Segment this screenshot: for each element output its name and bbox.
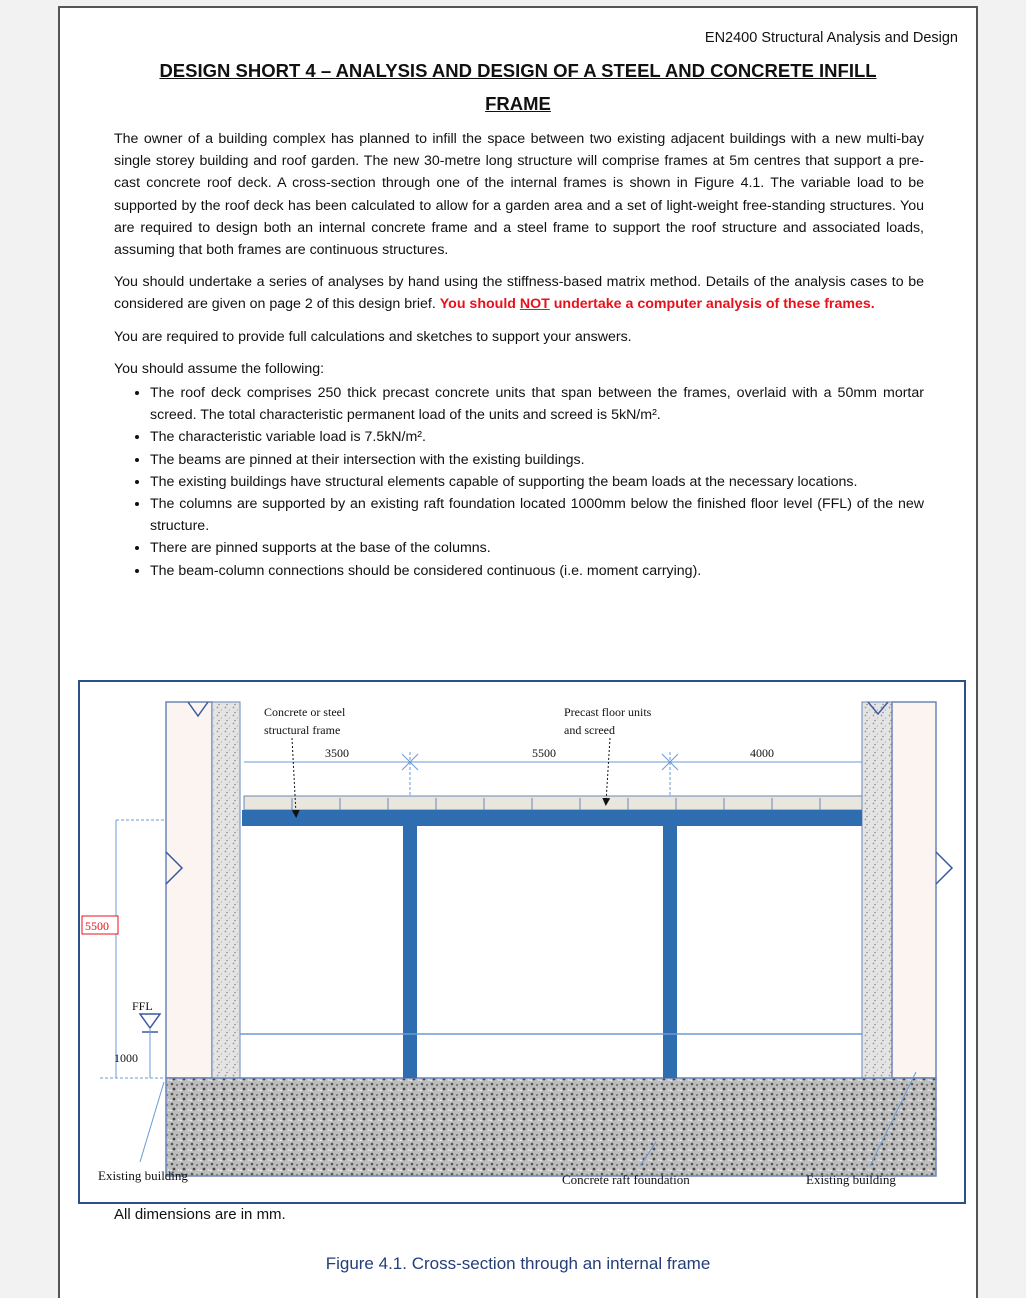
raft-foundation — [166, 1078, 936, 1176]
assumption-item: • There are pinned supports at the base of the columns. — [150, 537, 924, 559]
frame-column-right — [663, 816, 677, 1078]
frame-cross-section-diagram — [80, 682, 964, 1202]
assumptions-list — [114, 382, 924, 582]
assumption-item: • The beams are pinned at their intersection with the existing buildings. — [150, 449, 924, 471]
document-title — [100, 54, 936, 120]
ffl-triangle-icon — [140, 1014, 160, 1028]
warning-part-a: You should — [439, 296, 520, 313]
height-label: 5500 — [85, 919, 109, 933]
precast-label-line2: and screed — [564, 723, 615, 737]
frame-label-line2: structural frame — [264, 723, 341, 737]
left-building-leader — [140, 1082, 164, 1162]
frame-beam — [242, 810, 862, 826]
warning-part-b: undertake a computer analysis of these frames. — [549, 296, 875, 313]
assumption-item: • The columns are supported by an existing raft foundation located 1000mm below the finished floor level (FFL) of the new structure. — [150, 493, 924, 537]
right-building-concrete — [862, 702, 892, 1078]
precast-deck — [244, 796, 862, 810]
frame-figure — [78, 680, 966, 1204]
ffl-label: FFL — [132, 999, 153, 1013]
analysis-paragraph — [114, 271, 924, 315]
foundation-dim-label: 1000 — [114, 1051, 138, 1065]
right-break-symbol-side — [936, 852, 952, 884]
right-building-wall — [892, 702, 936, 1078]
analysis-text: You should undertake a series of analyses by hand using the stiffness-based matrix method. Details of the analysis cases to be considered are given on page 2 of this design brief. — [114, 274, 924, 313]
left-building-concrete — [212, 702, 240, 1078]
course-header: EN2400 Structural Analysis and Design — [704, 30, 958, 46]
span-1-label: 3500 — [325, 746, 349, 760]
calculations-paragraph: You are required to provide full calculations and sketches to support your answers. — [114, 328, 632, 345]
intro-paragraph: The owner of a building complex has planned to infill the space between two existing adjacent buildings with a new multi-bay single storey building and roof garden. The new 30-metre long structure will comprise frames at 5m centres that support a pre-cast concrete roof deck. A cross-section through one of the internal frames is shown in Figure 4.1. The variable load to be supported by the roof deck has been calculated to allow for a garden area and a set of light-weight free-standing structures. You are required to design both an internal concrete frame and a steel frame to support the roof structure and associated loads, assuming that both frames are continuous structures. — [114, 131, 924, 259]
precast-label-line1: Precast floor units — [564, 705, 652, 719]
frame-column-left — [403, 816, 417, 1078]
warning-text — [440, 296, 875, 312]
frame-label-line1: Concrete or steel — [264, 705, 346, 719]
title-line-2: FRAME — [485, 93, 551, 114]
assume-heading: You should assume the following: — [114, 360, 325, 377]
figure-caption: Figure 4.1. Cross-section through an internal frame — [325, 1254, 711, 1273]
span-3-label: 4000 — [750, 746, 774, 760]
body-text — [114, 128, 924, 582]
assumption-item: • The existing buildings have structural elements capable of supporting the beam loads at the necessary locations. — [150, 471, 924, 493]
assumption-item: • The roof deck comprises 250 thick precast concrete units that span between the frames, overlaid with a 50mm mortar screed. The total characteristic permanent load of the units and screed is 5kN/m². — [150, 382, 924, 426]
assumption-item: • The beam-column connections should be considered continuous (i.e. moment carrying). — [150, 560, 924, 582]
title-line-1: DESIGN SHORT 4 – ANALYSIS AND DESIGN OF A STEEL AND CONCRETE INFILL — [159, 60, 877, 81]
span-2-label: 5500 — [532, 746, 556, 760]
left-building-wall — [166, 702, 212, 1078]
existing-building-left-label: Existing building — [98, 1168, 188, 1183]
precast-callout-arrow — [606, 738, 610, 802]
document-page — [58, 6, 978, 1298]
warning-not: NOT — [519, 296, 550, 313]
existing-building-right-label: Existing building — [806, 1172, 896, 1187]
raft-label: Concrete raft foundation — [562, 1172, 690, 1187]
assumption-item: • The characteristic variable load is 7.5kN/m². — [150, 426, 924, 448]
dimensions-note: All dimensions are in mm. — [114, 1206, 286, 1223]
